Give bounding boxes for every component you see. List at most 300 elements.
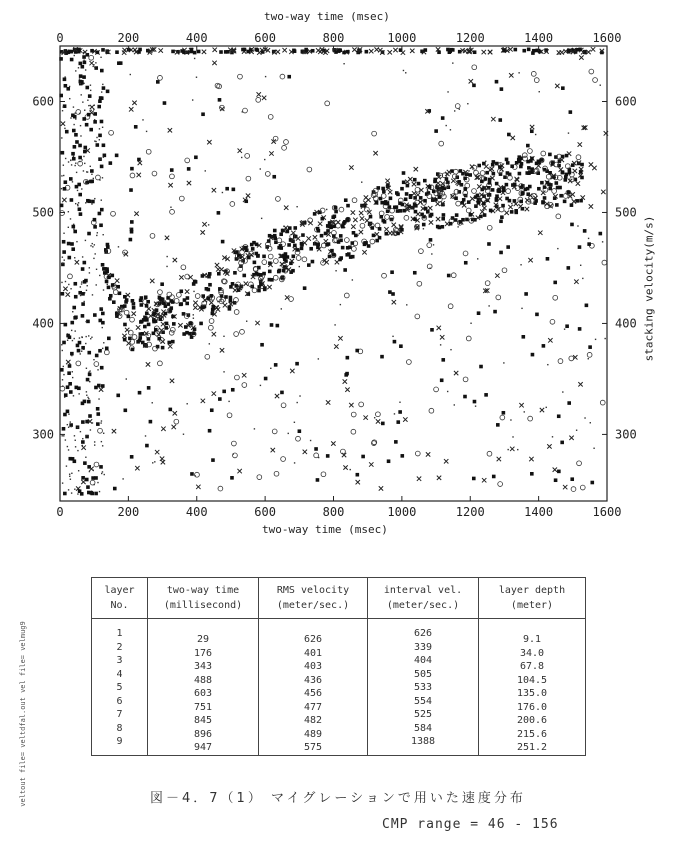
scatter-mark	[467, 103, 468, 104]
time-value-1: 29	[196, 634, 210, 645]
depth-value-5: 135.0	[516, 688, 548, 699]
semblance-mark	[259, 283, 263, 287]
shallow-mark	[87, 199, 91, 203]
scatter-mark	[104, 350, 109, 355]
scatter-mark	[479, 365, 483, 369]
shallow-mark	[100, 69, 104, 73]
scatter-mark	[349, 165, 353, 169]
scatter-mark	[341, 449, 346, 454]
shallow-mark	[86, 435, 87, 436]
semblance-mark	[351, 210, 355, 214]
cmp-range: CMP range = 46 - 156	[382, 817, 559, 832]
shallow-mark	[102, 327, 103, 328]
semblance-mark	[108, 297, 112, 301]
semblance-mark	[505, 183, 509, 187]
scatter-mark	[469, 79, 473, 83]
scatter-mark	[133, 302, 134, 303]
top-row-mark	[567, 49, 571, 53]
semblance-mark	[193, 305, 197, 309]
scatter-mark	[399, 402, 400, 403]
shallow-mark	[70, 160, 71, 161]
semblance-mark	[273, 259, 278, 264]
scatter-mark	[441, 116, 445, 120]
shallow-mark	[69, 177, 73, 181]
semblance-mark	[442, 213, 446, 217]
scatter-mark	[543, 196, 547, 200]
scatter-mark	[275, 394, 279, 398]
scatter-mark	[405, 72, 406, 73]
scatter-mark	[150, 233, 155, 238]
scatter-mark	[196, 77, 197, 78]
scatter-mark	[582, 278, 583, 279]
scatter-mark	[352, 279, 353, 280]
shallow-mark	[78, 144, 82, 148]
scatter-mark	[387, 459, 391, 463]
semblance-mark	[561, 155, 565, 159]
scatter-mark	[393, 340, 397, 344]
shallow-mark	[86, 485, 90, 489]
scatter-mark	[200, 306, 204, 310]
top-x-tick-label: 400	[185, 31, 208, 45]
shallow-mark	[80, 353, 81, 354]
scatter-mark	[558, 359, 563, 364]
scatter-mark	[193, 314, 194, 315]
scatter-mark	[276, 197, 281, 202]
semblance-mark	[259, 273, 263, 277]
semblance-mark	[262, 260, 267, 265]
shallow-mark	[74, 386, 78, 390]
scatter-mark	[542, 344, 546, 348]
scatter-mark	[590, 481, 594, 485]
scatter-mark	[511, 136, 515, 140]
shallow-mark	[74, 257, 75, 258]
semblance-mark	[193, 280, 197, 284]
rms-value-6: 477	[303, 701, 323, 713]
scatter-mark	[562, 391, 563, 392]
scatter-mark	[529, 457, 533, 461]
time-value-9: 947	[193, 742, 213, 753]
right-y-tick-label: 400	[615, 316, 637, 331]
scatter-mark	[496, 423, 500, 427]
shallow-mark	[81, 281, 82, 282]
scatter-mark	[564, 328, 565, 329]
scatter-mark	[511, 203, 512, 204]
scatter-mark	[326, 454, 330, 458]
scatter-mark	[343, 63, 344, 64]
shallow-mark	[82, 445, 83, 446]
scatter-mark	[246, 321, 247, 322]
shallow-mark	[70, 242, 74, 246]
depth-value-6: 176.0	[516, 701, 548, 713]
semblance-mark	[576, 155, 581, 160]
semblance-mark	[404, 197, 408, 201]
scatter-mark	[282, 145, 287, 150]
semblance-mark	[253, 261, 257, 265]
shallow-mark	[77, 349, 81, 353]
shallow-mark	[83, 150, 87, 154]
scatter-mark	[388, 290, 392, 294]
scatter-mark	[459, 108, 460, 109]
scatter-mark	[479, 200, 480, 201]
scatter-mark	[352, 231, 356, 235]
scatter-mark	[273, 136, 278, 141]
scatter-mark	[390, 208, 395, 213]
scatter-mark	[62, 198, 66, 202]
scatter-mark	[134, 125, 138, 129]
scatter-mark	[361, 181, 362, 182]
semblance-mark	[571, 163, 575, 167]
shallow-mark	[98, 134, 102, 138]
shallow-mark	[89, 370, 90, 371]
semblance-mark	[233, 288, 237, 292]
shallow-mark	[91, 174, 92, 175]
shallow-mark	[90, 245, 91, 246]
scatter-mark	[261, 218, 262, 219]
shallow-mark	[99, 275, 100, 276]
shallow-mark	[62, 379, 63, 380]
top-row-mark	[138, 48, 142, 52]
shallow-mark	[100, 158, 101, 159]
shallow-mark	[89, 272, 90, 273]
scatter-mark	[346, 217, 350, 221]
scatter-mark	[212, 332, 216, 336]
shallow-mark	[94, 244, 95, 245]
shallow-mark	[73, 230, 77, 234]
semblance-mark	[484, 177, 488, 181]
shallow-mark	[64, 128, 65, 129]
shallow-mark	[96, 407, 100, 411]
scatter-mark	[83, 61, 87, 65]
semblance-mark	[302, 257, 307, 262]
shallow-mark	[100, 422, 101, 423]
scatter-mark	[307, 167, 312, 172]
semblance-mark	[369, 215, 373, 219]
layer-no-1: 1	[116, 628, 123, 639]
semblance-mark	[244, 281, 248, 285]
scatter-mark	[406, 304, 407, 305]
scatter-mark	[63, 287, 67, 291]
scatter-mark	[356, 473, 360, 477]
bottom-x-tick-label: 0	[56, 505, 64, 519]
scatter-mark	[215, 83, 220, 88]
scatter-mark	[130, 230, 134, 234]
scatter-mark	[265, 76, 266, 77]
semblance-mark	[454, 218, 458, 222]
shallow-mark	[63, 165, 64, 166]
shallow-mark	[81, 94, 82, 95]
top-row-mark	[241, 48, 245, 52]
scatter-mark	[446, 125, 447, 126]
semblance-mark	[158, 317, 162, 321]
semblance-mark	[530, 157, 534, 161]
shallow-mark	[82, 101, 83, 102]
semblance-mark	[209, 300, 213, 304]
scatter-mark	[379, 486, 383, 490]
scatter-mark	[526, 144, 530, 148]
shallow-mark	[94, 253, 95, 254]
semblance-mark	[363, 241, 367, 245]
shallow-mark	[71, 330, 72, 331]
semblance-mark	[128, 330, 133, 335]
time-value-5: 603	[193, 688, 213, 699]
shallow-mark	[94, 441, 95, 442]
scatter-mark	[299, 266, 300, 267]
scatter-mark	[68, 274, 73, 279]
scatter-mark	[477, 311, 481, 315]
shallow-mark	[99, 491, 100, 492]
shallow-mark	[92, 243, 93, 244]
shallow-mark	[73, 459, 77, 463]
shallow-mark	[67, 371, 71, 375]
scatter-mark	[394, 413, 395, 414]
semblance-mark	[435, 202, 439, 206]
shallow-mark	[89, 128, 93, 132]
shallow-mark	[85, 182, 86, 183]
scatter-mark	[344, 293, 349, 298]
scatter-mark	[325, 101, 330, 106]
shallow-mark	[99, 139, 100, 140]
semblance-mark	[313, 235, 317, 239]
semblance-mark	[506, 171, 510, 175]
scatter-mark	[243, 108, 248, 113]
scatter-mark	[163, 101, 167, 105]
scatter-mark	[230, 476, 234, 480]
semblance-mark	[491, 188, 495, 192]
shallow-mark	[83, 280, 87, 284]
semblance-mark	[348, 245, 352, 249]
semblance-mark	[570, 203, 574, 207]
shallow-mark	[85, 240, 86, 241]
semblance-mark	[563, 194, 568, 199]
scatter-mark	[137, 158, 141, 162]
shallow-mark	[100, 120, 104, 124]
scatter-mark	[578, 142, 582, 146]
shallow-mark	[79, 74, 83, 78]
depth-value-4: 104.5	[516, 674, 548, 686]
shallow-mark	[78, 202, 79, 203]
scatter-mark	[202, 222, 206, 226]
semblance-mark	[426, 210, 430, 214]
scatter-mark	[507, 449, 508, 450]
semblance-mark	[423, 179, 427, 183]
shallow-mark	[80, 125, 81, 126]
shallow-mark	[96, 235, 97, 236]
semblance-mark	[247, 256, 251, 260]
semblance-mark	[513, 183, 517, 187]
shallow-mark	[73, 124, 74, 125]
shallow-mark	[62, 482, 63, 483]
semblance-mark	[262, 255, 266, 259]
scatter-mark	[124, 408, 128, 412]
top-row-mark	[77, 48, 81, 52]
scatter-mark	[242, 383, 247, 388]
scatter-mark	[244, 199, 248, 203]
scatter-mark	[560, 441, 564, 445]
semblance-mark	[313, 212, 317, 216]
interval-value-9: 1388	[410, 736, 436, 747]
semblance-mark	[521, 192, 525, 196]
scatter-mark	[268, 114, 273, 119]
scatter-mark	[222, 192, 223, 193]
semblance-mark	[124, 310, 129, 315]
scatter-mark	[530, 125, 534, 129]
scatter-mark	[116, 285, 120, 289]
shallow-mark	[83, 170, 84, 171]
semblance-mark	[218, 287, 222, 291]
scatter-mark	[553, 467, 557, 471]
scatter-mark	[75, 260, 79, 264]
scatter-mark	[254, 428, 255, 429]
scatter-mark	[265, 171, 270, 176]
shallow-mark	[71, 164, 72, 165]
scatter-mark	[530, 472, 534, 476]
shallow-mark	[74, 282, 78, 286]
shallow-mark	[102, 308, 103, 309]
scatter-mark	[602, 241, 603, 242]
scatter-mark	[61, 121, 65, 125]
scatter-mark	[299, 249, 300, 250]
semblance-mark	[251, 247, 255, 251]
scatter-mark	[241, 157, 242, 158]
shallow-mark	[67, 340, 68, 341]
scatter-mark	[454, 371, 458, 375]
semblance-mark	[462, 198, 466, 202]
scatter-mark	[294, 462, 295, 463]
semblance-mark	[367, 244, 371, 248]
shallow-mark	[82, 117, 86, 121]
time-value-4: 488	[193, 674, 213, 686]
shallow-mark	[90, 169, 94, 173]
scatter-mark	[571, 487, 576, 492]
scatter-mark	[417, 477, 421, 481]
bottom-x-tick-label: 1200	[455, 505, 485, 519]
time-column	[148, 619, 259, 756]
interval-value-2: 339	[413, 641, 433, 653]
scatter-mark	[135, 466, 139, 470]
semblance-mark	[309, 247, 313, 251]
top-row-mark	[193, 51, 197, 55]
scatter-mark	[396, 420, 400, 424]
scatter-mark	[583, 229, 587, 233]
scatter-mark	[280, 391, 284, 395]
scatter-mark	[147, 386, 151, 390]
scatter-mark	[434, 387, 439, 392]
semblance-mark	[506, 189, 511, 194]
scatter-mark	[194, 475, 195, 476]
semblance-mark	[399, 209, 403, 213]
semblance-mark	[111, 283, 115, 287]
shallow-mark	[70, 321, 74, 325]
shallow-mark	[101, 441, 102, 442]
semblance-mark	[328, 255, 332, 259]
scatter-mark	[500, 415, 505, 420]
scatter-mark	[338, 336, 342, 340]
semblance-mark	[508, 205, 512, 209]
scatter-mark	[212, 391, 216, 395]
shallow-mark	[92, 66, 93, 67]
scatter-mark	[238, 149, 242, 153]
scatter-mark	[357, 235, 358, 236]
scatter-mark	[193, 327, 197, 331]
scatter-mark	[375, 232, 379, 236]
scatter-mark	[314, 453, 319, 458]
shallow-mark	[87, 285, 88, 286]
top-row-mark	[527, 48, 531, 52]
shallow-mark	[88, 335, 89, 336]
semblance-mark	[193, 301, 197, 305]
top-row-mark	[282, 48, 286, 52]
shallow-mark	[101, 384, 105, 388]
shallow-mark	[60, 368, 64, 372]
scatter-mark	[570, 223, 574, 227]
semblance-mark	[362, 250, 366, 254]
semblance-mark	[384, 227, 388, 231]
scatter-mark	[339, 207, 344, 212]
scatter-mark	[225, 187, 229, 191]
scatter-mark	[392, 223, 396, 227]
semblance-mark	[414, 204, 418, 208]
shallow-mark	[73, 106, 74, 107]
semblance-mark	[244, 246, 248, 250]
scatter-mark	[235, 375, 240, 380]
scatter-mark	[231, 388, 235, 392]
semblance-mark	[318, 222, 322, 226]
shallow-mark	[101, 199, 102, 200]
semblance-mark	[228, 307, 232, 311]
semblance-mark	[131, 348, 135, 352]
semblance-mark	[463, 187, 467, 191]
scatter-mark	[166, 256, 167, 257]
shallow-mark	[68, 211, 69, 212]
semblance-mark	[231, 282, 235, 286]
top-row-mark	[352, 47, 356, 51]
semblance-mark	[123, 323, 127, 327]
shallow-mark	[75, 330, 76, 331]
shallow-mark	[63, 366, 64, 367]
semblance-mark	[436, 225, 440, 229]
depth-value-7: 200.6	[516, 715, 548, 726]
shallow-mark	[67, 242, 71, 246]
semblance-mark	[364, 195, 368, 199]
scatter-mark	[218, 98, 222, 102]
semblance-mark	[164, 312, 168, 316]
layer-no-9: 9	[116, 736, 123, 747]
semblance-mark	[138, 336, 142, 340]
interval-column	[368, 619, 479, 756]
scatter-mark	[232, 188, 236, 192]
scatter-mark	[553, 281, 557, 285]
shallow-mark	[63, 175, 64, 176]
semblance-mark	[185, 289, 189, 293]
scatter-mark	[390, 270, 394, 274]
scatter-mark	[138, 161, 142, 165]
semblance-mark	[278, 269, 282, 273]
shallow-mark	[86, 368, 87, 369]
scatter-mark	[531, 71, 536, 76]
scatter-mark	[400, 187, 404, 191]
scatter-mark	[228, 401, 229, 402]
shallow-mark	[82, 75, 86, 79]
semblance-mark	[496, 189, 500, 193]
scatter-mark	[132, 101, 136, 105]
shallow-mark	[81, 351, 82, 352]
scatter-mark	[270, 368, 271, 369]
semblance-mark	[462, 203, 466, 207]
scatter-mark	[156, 80, 160, 84]
scatter-mark	[448, 304, 453, 309]
scatter-mark	[98, 428, 103, 433]
scatter-mark	[588, 358, 589, 359]
